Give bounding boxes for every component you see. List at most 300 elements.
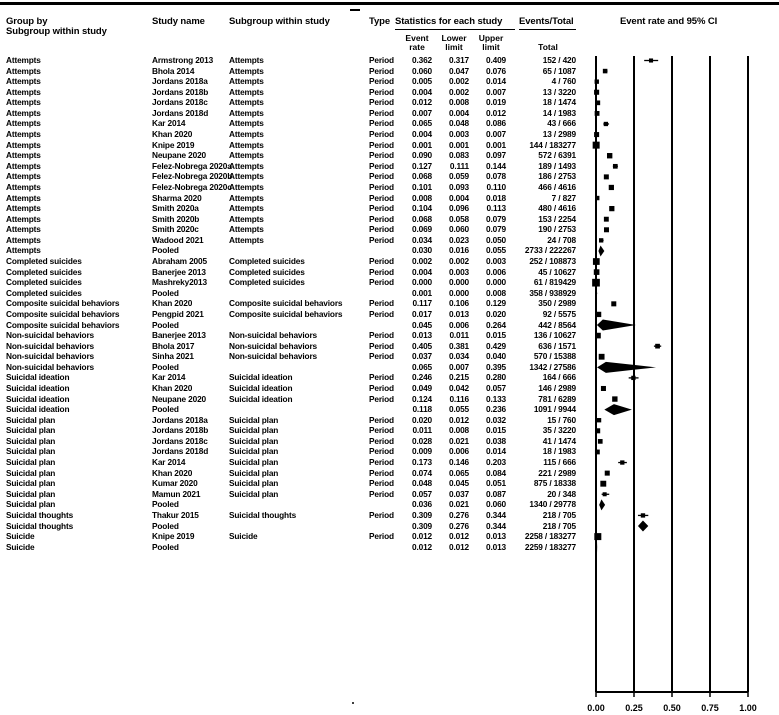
point-estimate-square bbox=[595, 333, 601, 339]
type-label: Period bbox=[369, 192, 394, 203]
lower-limit-value: 0.317 bbox=[448, 55, 469, 65]
lower-limit-value: 0.000 bbox=[448, 287, 469, 298]
study-name: Pooled bbox=[152, 319, 179, 330]
lower-limit-value: 0.037 bbox=[448, 488, 469, 499]
lower-limit-value: 0.116 bbox=[449, 393, 469, 404]
events-total-value: 2733 / 222267 bbox=[524, 245, 576, 256]
subgroup-label: Suicidal plan bbox=[229, 446, 279, 457]
study-name: Knipe 2019 bbox=[152, 531, 195, 542]
group-label: Attempts bbox=[6, 234, 41, 245]
upper-limit-value: 0.144 bbox=[485, 160, 506, 171]
point-estimate-square bbox=[605, 471, 610, 476]
study-name: Pooled bbox=[152, 361, 179, 372]
event-rate-value: 0.011 bbox=[412, 425, 432, 436]
events-total-value: 221 / 2989 bbox=[538, 467, 576, 478]
events-total-value: 466 / 4616 bbox=[538, 181, 576, 192]
lower-limit-value: 0.059 bbox=[448, 171, 469, 182]
events-total-value: 15 / 760 bbox=[547, 414, 576, 425]
lower-limit-value: 0.055 bbox=[448, 404, 469, 415]
group-label: Composite suicidal behaviors bbox=[6, 298, 120, 309]
subgroup-label: Non-suicidal behaviors bbox=[229, 330, 317, 341]
upper-limit-value: 0.236 bbox=[485, 404, 506, 415]
lower-limit-value: 0.058 bbox=[448, 213, 469, 224]
subgroup-label: Suicidal plan bbox=[229, 425, 279, 436]
event-rate-value: 0.036 bbox=[411, 499, 432, 510]
upper-limit-value: 0.020 bbox=[485, 308, 506, 319]
group-label: Attempts bbox=[6, 150, 41, 161]
lower-limit-value: 0.021 bbox=[448, 435, 469, 446]
point-estimate-square bbox=[604, 122, 608, 126]
subgroup-label: Attempts bbox=[229, 234, 264, 245]
study-name: Khan 2020 bbox=[152, 298, 193, 309]
upper-limit-value: 0.409 bbox=[485, 55, 506, 65]
type-label: Period bbox=[369, 351, 394, 362]
event-rate-value: 0.045 bbox=[411, 319, 432, 330]
upper-limit-value: 0.076 bbox=[485, 65, 506, 76]
point-estimate-square bbox=[594, 90, 599, 95]
event-rate-value: 0.060 bbox=[411, 65, 432, 76]
study-name: Jordans 2018c bbox=[152, 435, 208, 446]
study-name: Thakur 2015 bbox=[152, 509, 199, 520]
header-study-name: Study name bbox=[152, 16, 205, 27]
event-rate-value: 0.008 bbox=[411, 192, 432, 203]
group-label: Completed suicides bbox=[6, 266, 82, 277]
type-label: Period bbox=[369, 160, 394, 171]
event-rate-value: 0.069 bbox=[411, 224, 432, 235]
event-rate-value: 0.117 bbox=[412, 298, 432, 309]
event-rate-value: 0.101 bbox=[411, 181, 432, 192]
subgroup-label: Attempts bbox=[229, 118, 264, 129]
event-rate-value: 0.020 bbox=[411, 414, 432, 425]
event-rate-value: 0.074 bbox=[411, 467, 432, 478]
type-label: Period bbox=[369, 139, 394, 150]
event-rate-value: 0.030 bbox=[411, 245, 432, 256]
study-name: Smith 2020c bbox=[152, 224, 199, 235]
subgroup-label: Attempts bbox=[229, 86, 264, 97]
type-label: Period bbox=[369, 340, 394, 351]
lower-limit-value: 0.012 bbox=[448, 541, 469, 552]
event-rate-value: 0.246 bbox=[411, 372, 432, 383]
type-label: Period bbox=[369, 457, 394, 468]
events-total-value: 24 / 708 bbox=[547, 234, 576, 245]
point-estimate-square bbox=[631, 376, 635, 380]
lower-limit-value: 0.003 bbox=[448, 129, 469, 140]
point-estimate-square bbox=[595, 111, 600, 116]
upper-limit-value: 0.008 bbox=[485, 287, 506, 298]
type-label: Period bbox=[369, 97, 394, 108]
point-estimate-square bbox=[600, 481, 606, 487]
study-name: Banerjee 2013 bbox=[152, 330, 206, 341]
study-name: Pooled bbox=[152, 287, 179, 298]
subgroup-label: Attempts bbox=[229, 55, 264, 65]
point-estimate-square bbox=[595, 79, 599, 83]
subgroup-label: Suicide bbox=[229, 531, 258, 542]
upper-limit-value: 0.050 bbox=[485, 234, 506, 245]
events-total-value: 186 / 2753 bbox=[538, 171, 576, 182]
type-label: Period bbox=[369, 203, 394, 214]
type-label: Period bbox=[369, 478, 394, 489]
events-total-value: 92 / 5575 bbox=[542, 308, 576, 319]
lower-limit-value: 0.004 bbox=[448, 107, 469, 118]
study-name: Neupane 2020 bbox=[152, 393, 207, 404]
events-total-value: 45 / 10627 bbox=[538, 266, 576, 277]
type-label: Period bbox=[369, 129, 394, 140]
upper-limit-value: 0.013 bbox=[485, 541, 506, 552]
lower-limit-value: 0.021 bbox=[448, 499, 469, 510]
group-label: Suicidal plan bbox=[6, 425, 56, 436]
type-label: Period bbox=[369, 213, 394, 224]
events-total-value: 1342 / 27586 bbox=[529, 361, 576, 372]
events-total-value: 218 / 705 bbox=[542, 509, 576, 520]
events-total-value: 164 / 666 bbox=[542, 372, 576, 383]
subgroup-label: Composite suicidal behaviors bbox=[229, 308, 343, 319]
study-name: Pooled bbox=[152, 541, 179, 552]
subgroup-label: Attempts bbox=[229, 224, 264, 235]
subgroup-label: Completed suicides bbox=[229, 266, 305, 277]
point-estimate-square bbox=[604, 227, 609, 232]
event-rate-value: 0.017 bbox=[411, 308, 432, 319]
upper-limit-value: 0.079 bbox=[485, 213, 506, 224]
events-total-value: 18 / 1474 bbox=[542, 97, 576, 108]
upper-limit-value: 0.133 bbox=[485, 393, 506, 404]
group-label: Attempts bbox=[6, 224, 41, 235]
upper-limit-value: 0.014 bbox=[485, 446, 506, 457]
events-total-value: 14 / 1983 bbox=[542, 107, 576, 118]
type-label: Period bbox=[369, 467, 394, 478]
subgroup-label: Attempts bbox=[229, 129, 264, 140]
header-lower-limit: Lower limit bbox=[441, 33, 467, 52]
events-total-value: 1091 / 9944 bbox=[533, 404, 576, 415]
events-total-value: 20 / 348 bbox=[547, 488, 576, 499]
upper-limit-value: 0.079 bbox=[485, 224, 506, 235]
subgroup-label: Suicidal ideation bbox=[229, 382, 293, 393]
event-rate-value: 0.090 bbox=[411, 150, 432, 161]
event-rate-value: 0.001 bbox=[411, 287, 432, 298]
event-rate-value: 0.013 bbox=[411, 330, 432, 341]
type-label: Period bbox=[369, 234, 394, 245]
event-rate-value: 0.028 bbox=[411, 435, 432, 446]
study-name: Banerjee 2013 bbox=[152, 266, 206, 277]
type-label: Period bbox=[369, 531, 394, 542]
group-label: Attempts bbox=[6, 55, 41, 65]
upper-limit-value: 0.007 bbox=[485, 129, 506, 140]
subgroup-label: Attempts bbox=[229, 213, 264, 224]
event-rate-value: 0.309 bbox=[411, 509, 432, 520]
events-total-value: 572 / 6391 bbox=[538, 150, 576, 161]
study-name: Abraham 2005 bbox=[152, 256, 207, 267]
lower-limit-value: 0.000 bbox=[448, 277, 469, 288]
study-name: Bhola 2017 bbox=[152, 340, 195, 351]
subgroup-label: Non-suicidal behaviors bbox=[229, 340, 317, 351]
point-estimate-square bbox=[609, 206, 614, 211]
event-rate-value: 0.048 bbox=[411, 478, 432, 489]
events-total-value: 7 / 827 bbox=[551, 192, 576, 203]
type-label: Period bbox=[369, 76, 394, 87]
events-total-value: 252 / 108873 bbox=[529, 256, 576, 267]
subgroup-label: Non-suicidal behaviors bbox=[229, 351, 317, 362]
lower-limit-value: 0.381 bbox=[448, 340, 469, 351]
point-estimate-square bbox=[604, 217, 609, 222]
events-total-value: 13 / 3220 bbox=[542, 86, 576, 97]
subgroup-label: Attempts bbox=[229, 171, 264, 182]
upper-limit-value: 0.018 bbox=[485, 192, 506, 203]
upper-limit-value: 0.086 bbox=[485, 118, 506, 129]
group-label: Non-suicidal behaviors bbox=[6, 361, 94, 372]
events-total-value: 136 / 10627 bbox=[533, 330, 576, 341]
upper-limit-value: 0.057 bbox=[485, 382, 506, 393]
study-name: Sinha 2021 bbox=[152, 351, 194, 362]
group-label: Suicidal thoughts bbox=[6, 509, 74, 520]
lower-limit-value: 0.023 bbox=[448, 234, 469, 245]
study-name: Khan 2020 bbox=[152, 129, 193, 140]
event-rate-value: 0.009 bbox=[411, 446, 432, 457]
group-label: Attempts bbox=[6, 192, 41, 203]
group-label: Attempts bbox=[6, 160, 41, 171]
type-label: Period bbox=[369, 86, 394, 97]
group-label: Suicidal ideation bbox=[6, 382, 70, 393]
events-total-value: 115 / 666 bbox=[543, 457, 576, 468]
point-estimate-square bbox=[594, 132, 599, 137]
upper-limit-value: 0.078 bbox=[485, 171, 506, 182]
group-label: Non-suicidal behaviors bbox=[6, 340, 94, 351]
study-name: Pooled bbox=[152, 245, 179, 256]
upper-limit-value: 0.051 bbox=[485, 478, 506, 489]
subgroup-label: Attempts bbox=[229, 97, 264, 108]
lower-limit-value: 0.276 bbox=[448, 509, 469, 520]
event-rate-value: 0.005 bbox=[411, 76, 432, 87]
upper-limit-value: 0.014 bbox=[485, 76, 506, 87]
subgroup-label: Attempts bbox=[229, 203, 264, 214]
point-estimate-square bbox=[604, 174, 609, 179]
group-label: Suicidal plan bbox=[6, 478, 56, 489]
upper-limit-value: 0.084 bbox=[485, 467, 506, 478]
upper-limit-value: 0.395 bbox=[485, 361, 506, 372]
study-name: Jordans 2018a bbox=[152, 76, 208, 87]
type-label: Period bbox=[369, 298, 394, 309]
point-estimate-square bbox=[597, 418, 601, 422]
events-total-value: 35 / 3220 bbox=[542, 425, 576, 436]
group-label: Completed suicides bbox=[6, 256, 82, 267]
lower-limit-value: 0.060 bbox=[448, 224, 469, 235]
study-name: Khan 2020 bbox=[152, 467, 193, 478]
lower-limit-value: 0.011 bbox=[449, 330, 469, 341]
event-rate-value: 0.004 bbox=[411, 266, 432, 277]
point-estimate-square bbox=[613, 164, 618, 169]
upper-limit-value: 0.019 bbox=[485, 97, 506, 108]
point-estimate-square bbox=[592, 279, 600, 287]
study-name: Pooled bbox=[152, 520, 179, 531]
type-label: Period bbox=[369, 382, 394, 393]
group-label: Composite suicidal behaviors bbox=[6, 308, 120, 319]
group-label: Attempts bbox=[6, 107, 41, 118]
event-rate-value: 0.012 bbox=[411, 531, 432, 542]
events-total-value: 442 / 8564 bbox=[538, 319, 576, 330]
events-total-value: 189 / 1493 bbox=[538, 160, 576, 171]
study-name: Bhola 2014 bbox=[152, 65, 195, 76]
pooled-diamond bbox=[599, 499, 605, 510]
study-name: Felez-Nobrega 2020a bbox=[152, 160, 232, 171]
type-label: Period bbox=[369, 372, 394, 383]
type-label: Period bbox=[369, 224, 394, 235]
point-estimate-square bbox=[607, 153, 612, 158]
lower-limit-value: 0.004 bbox=[448, 192, 469, 203]
event-rate-value: 0.004 bbox=[411, 129, 432, 140]
subgroup-label: Attempts bbox=[229, 107, 264, 118]
group-label: Attempts bbox=[6, 171, 41, 182]
upper-limit-value: 0.280 bbox=[485, 372, 506, 383]
study-name: Pooled bbox=[152, 499, 179, 510]
event-rate-value: 0.057 bbox=[411, 488, 432, 499]
event-rate-value: 0.065 bbox=[411, 361, 432, 372]
group-label: Composite suicidal behaviors bbox=[6, 319, 120, 330]
type-label: Period bbox=[369, 277, 394, 288]
upper-limit-value: 0.264 bbox=[485, 319, 506, 330]
study-name: Knipe 2019 bbox=[152, 139, 195, 150]
lower-limit-value: 0.096 bbox=[448, 203, 469, 214]
event-rate-value: 0.118 bbox=[412, 404, 432, 415]
upper-limit-value: 0.003 bbox=[485, 256, 506, 267]
upper-limit-value: 0.097 bbox=[485, 150, 506, 161]
upper-limit-value: 0.110 bbox=[486, 181, 506, 192]
group-label: Attempts bbox=[6, 86, 41, 97]
events-total-value: 13 / 2989 bbox=[542, 129, 576, 140]
header-statistics: Statistics for each study bbox=[395, 16, 503, 27]
lower-limit-value: 0.042 bbox=[448, 382, 469, 393]
group-label: Suicidal thoughts bbox=[6, 520, 74, 531]
events-total-value: 152 / 420 bbox=[542, 55, 576, 65]
upper-limit-value: 0.015 bbox=[485, 425, 506, 436]
group-label: Suicidal plan bbox=[6, 435, 56, 446]
subgroup-label: Suicidal ideation bbox=[229, 372, 293, 383]
events-total-value: 636 / 1571 bbox=[538, 340, 576, 351]
group-label: Suicidal ideation bbox=[6, 372, 70, 383]
subgroup-label: Attempts bbox=[229, 160, 264, 171]
type-label: Period bbox=[369, 150, 394, 161]
upper-limit-value: 0.012 bbox=[485, 107, 506, 118]
study-name: Jordans 2018d bbox=[152, 446, 209, 457]
point-estimate-square bbox=[595, 100, 600, 105]
point-estimate-square bbox=[593, 142, 600, 149]
upper-limit-value: 0.006 bbox=[485, 266, 506, 277]
header-subgroup-within-study: Subgroup within study bbox=[229, 16, 330, 27]
event-rate-value: 0.007 bbox=[411, 107, 432, 118]
group-label: Non-suicidal behaviors bbox=[6, 330, 94, 341]
x-tick-label: 0.75 bbox=[701, 703, 719, 713]
point-estimate-square bbox=[641, 513, 645, 517]
point-estimate-square bbox=[609, 185, 614, 190]
event-rate-value: 0.002 bbox=[411, 256, 432, 267]
point-estimate-square bbox=[612, 396, 617, 401]
group-label: Suicidal ideation bbox=[6, 404, 70, 415]
pooled-diamond bbox=[597, 362, 656, 373]
subgroup-label: Attempts bbox=[229, 150, 264, 161]
study-name: Felez-Nobrega 2020b bbox=[152, 171, 233, 182]
events-total-value: 144 / 183277 bbox=[529, 139, 576, 150]
group-label: Non-suicidal behaviors bbox=[6, 351, 94, 362]
subgroup-label: Suicidal thoughts bbox=[229, 509, 297, 520]
point-estimate-square bbox=[593, 258, 600, 265]
event-rate-value: 0.127 bbox=[411, 160, 432, 171]
study-name: Kar 2014 bbox=[152, 118, 186, 129]
group-label: Completed suicides bbox=[6, 277, 82, 288]
group-label: Attempts bbox=[6, 245, 41, 256]
header-events-total: Events/Total bbox=[519, 16, 574, 27]
events-total-value: 43 / 666 bbox=[547, 118, 576, 129]
point-estimate-square bbox=[595, 450, 600, 455]
header-event-rate: Event rate bbox=[405, 33, 429, 52]
point-estimate-square bbox=[594, 269, 600, 275]
events-total-value: 61 / 819429 bbox=[533, 277, 576, 288]
events-total-value: 18 / 1983 bbox=[542, 446, 576, 457]
point-estimate-square bbox=[601, 386, 606, 391]
study-name: Kar 2014 bbox=[152, 372, 186, 383]
type-label: Period bbox=[369, 65, 394, 76]
group-label: Suicidal plan bbox=[6, 499, 56, 510]
lower-limit-value: 0.146 bbox=[448, 457, 469, 468]
group-label: Attempts bbox=[6, 213, 41, 224]
x-tick-label: 0.50 bbox=[663, 703, 681, 713]
upper-limit-value: 0.129 bbox=[485, 298, 506, 309]
type-label: Period bbox=[369, 107, 394, 118]
upper-limit-value: 0.038 bbox=[485, 435, 506, 446]
subgroup-label: Suicidal plan bbox=[229, 457, 279, 468]
subgroup-label: Suicidal plan bbox=[229, 414, 279, 425]
lower-limit-value: 0.002 bbox=[448, 256, 469, 267]
event-rate-value: 0.049 bbox=[411, 382, 432, 393]
event-rate-value: 0.012 bbox=[411, 541, 432, 552]
event-rate-value: 0.104 bbox=[411, 203, 432, 214]
group-label: Suicidal plan bbox=[6, 446, 56, 457]
event-rate-value: 0.037 bbox=[411, 351, 432, 362]
lower-limit-value: 0.215 bbox=[448, 372, 469, 383]
subgroup-label: Attempts bbox=[229, 76, 264, 87]
study-name: Jordans 2018c bbox=[152, 97, 208, 108]
subgroup-label: Attempts bbox=[229, 139, 264, 150]
study-name: Smith 2020a bbox=[152, 203, 199, 214]
upper-limit-value: 0.007 bbox=[485, 86, 506, 97]
type-label: Period bbox=[369, 181, 394, 192]
upper-limit-value: 0.344 bbox=[485, 520, 506, 531]
event-rate-value: 0.001 bbox=[411, 139, 432, 150]
group-label: Suicidal plan bbox=[6, 488, 56, 499]
point-estimate-square bbox=[596, 312, 601, 317]
study-name: Kar 2014 bbox=[152, 457, 186, 468]
lower-limit-value: 0.003 bbox=[448, 266, 469, 277]
lower-limit-value: 0.048 bbox=[448, 118, 469, 129]
study-name: Armstrong 2013 bbox=[152, 55, 214, 65]
event-rate-value: 0.405 bbox=[411, 340, 432, 351]
events-total-value: 1340 / 29778 bbox=[529, 499, 576, 510]
lower-limit-value: 0.006 bbox=[448, 446, 469, 457]
subgroup-label: Composite suicidal behaviors bbox=[229, 298, 343, 309]
event-rate-value: 0.309 bbox=[411, 520, 432, 531]
study-name: Jordans 2018b bbox=[152, 86, 209, 97]
events-total-value: 4 / 760 bbox=[551, 76, 576, 87]
header-event-rate-ci: Event rate and 95% CI bbox=[620, 16, 718, 27]
study-name: Smith 2020b bbox=[152, 213, 200, 224]
subgroup-label: Suicidal plan bbox=[229, 478, 279, 489]
event-rate-value: 0.065 bbox=[411, 118, 432, 129]
subgroup-label: Completed suicides bbox=[229, 256, 305, 267]
lower-limit-value: 0.002 bbox=[448, 86, 469, 97]
events-total-value: 2258 / 183277 bbox=[524, 531, 576, 542]
events-total-value: 218 / 705 bbox=[542, 520, 576, 531]
event-rate-value: 0.004 bbox=[411, 86, 432, 97]
study-name: Sharma 2020 bbox=[152, 192, 202, 203]
upper-limit-value: 0.113 bbox=[486, 203, 506, 214]
events-total-value: 480 / 4616 bbox=[538, 203, 576, 214]
upper-limit-value: 0.087 bbox=[485, 488, 506, 499]
